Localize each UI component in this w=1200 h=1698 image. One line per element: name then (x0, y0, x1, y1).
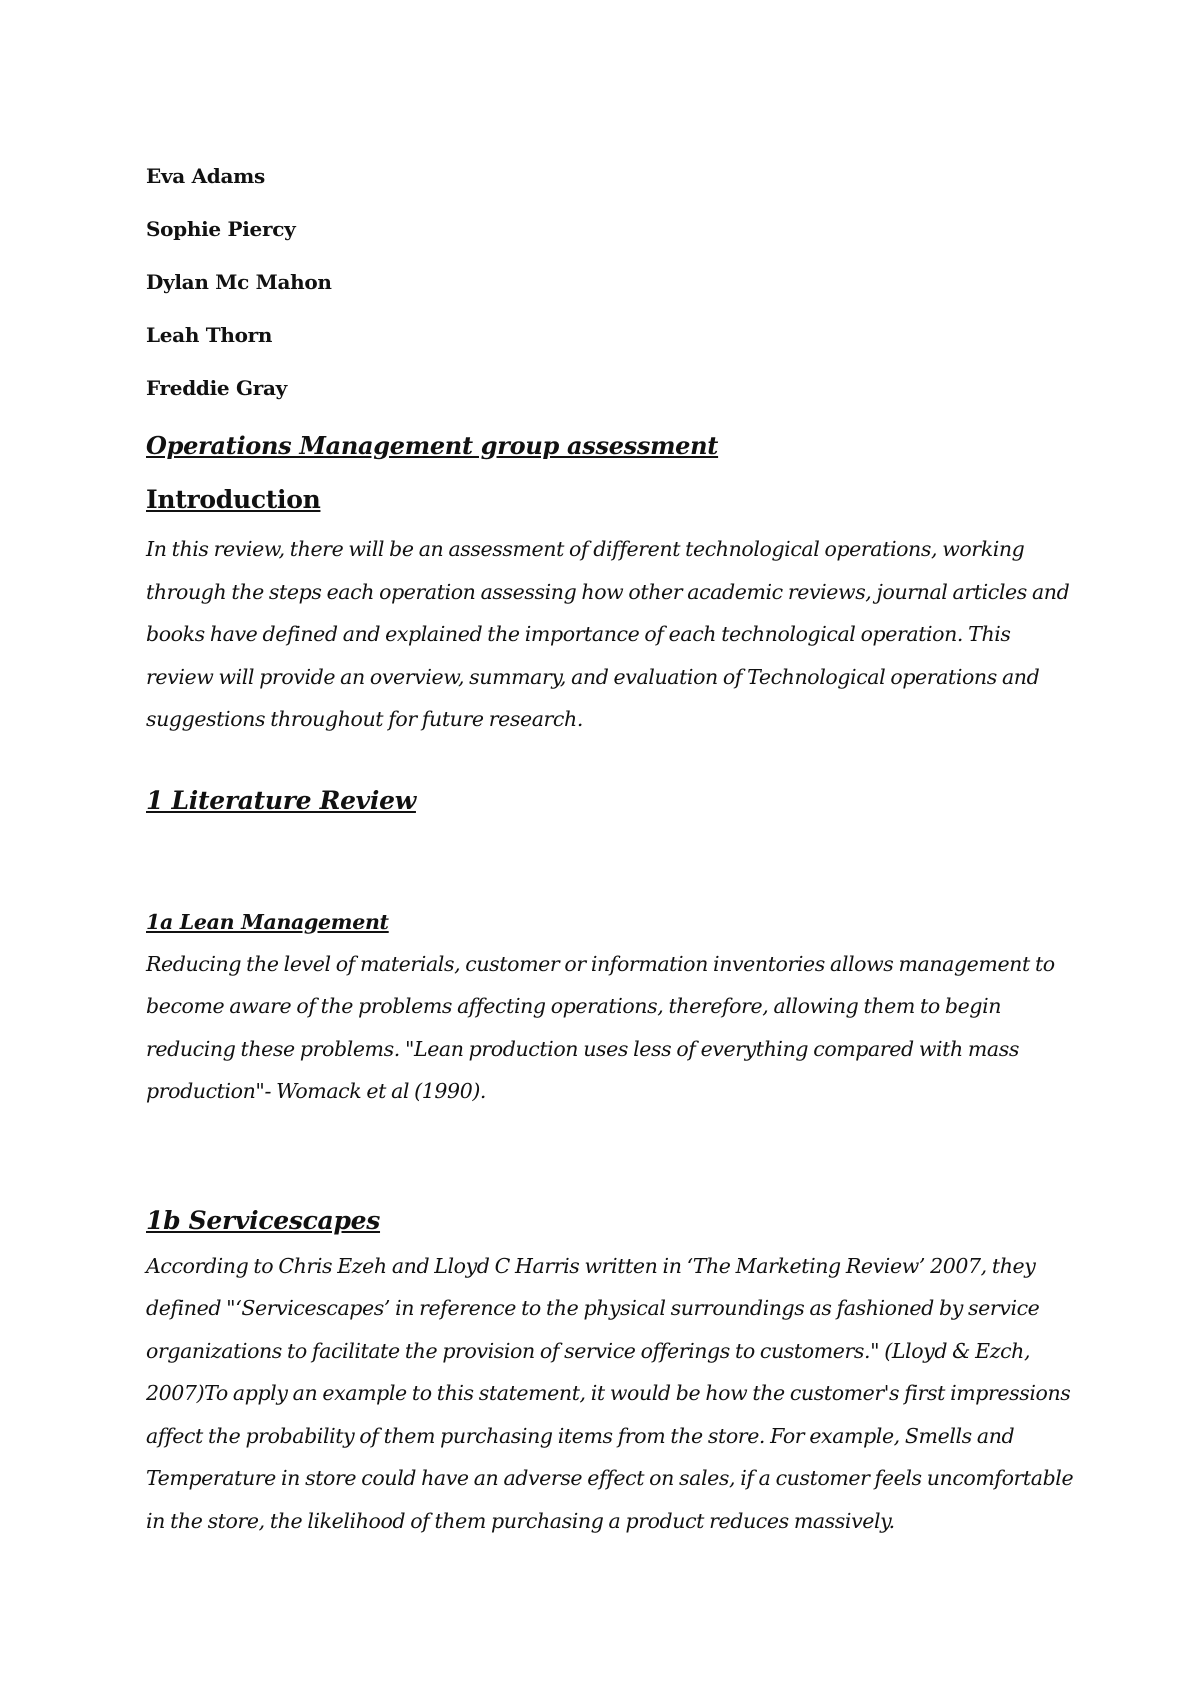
author-name: Eva Adams (146, 164, 265, 188)
lean-management-heading: 1a Lean Management (146, 909, 389, 934)
servicescapes-heading: 1b Servicescapes (146, 1205, 381, 1235)
author-name: Leah Thorn (146, 323, 273, 347)
author-name: Sophie Piercy (146, 217, 296, 241)
document-content (146, 150, 1076, 1542)
lean-management-paragraph: Reducing the level of materials, customer or information inventories allows management to become aware of the problems affecting operations, therefore, allowing them to begin reducing these problems. "Lean production uses less of everything compared with mass production"- Womack et al (1990). (146, 951, 1055, 1103)
author-name: Dylan Mc Mahon (146, 270, 332, 294)
author-list (146, 150, 1076, 415)
introduction-heading: Introduction (146, 485, 321, 514)
author-name: Freddie Gray (146, 376, 287, 400)
introduction-paragraph: In this review, there will be an assessment of different technological operations, working through the steps each operation assessing how other academic reviews, journal articles and books have defined and explained the importance of each technological operation. This review will provide an overview, summary, and evaluation of Technological operations and suggestions throughout for future research. (146, 537, 1070, 731)
literature-review-heading: 1 Literature Review (146, 785, 416, 815)
document-title: Operations Management group assessment (146, 431, 719, 460)
servicescapes-paragraph: According to Chris Ezeh and Lloyd C Harris written in ‘The Marketing Review’ 2007, they defined "‘Servicescapes’ in reference to the physical surroundings as fashioned by service organizations to facilitate the provision of service offerings to customers." (Lloyd & Ezch, 2007)To apply an example to this statement, it would be how the customer's first impressions affect the probability of them purchasing items from the store. For example, Smells and Temperature in store could have an adverse effect on sales, if a customer feels uncomfortable in the store, the likelihood of them purchasing a product reduces massively. (146, 1253, 1074, 1533)
